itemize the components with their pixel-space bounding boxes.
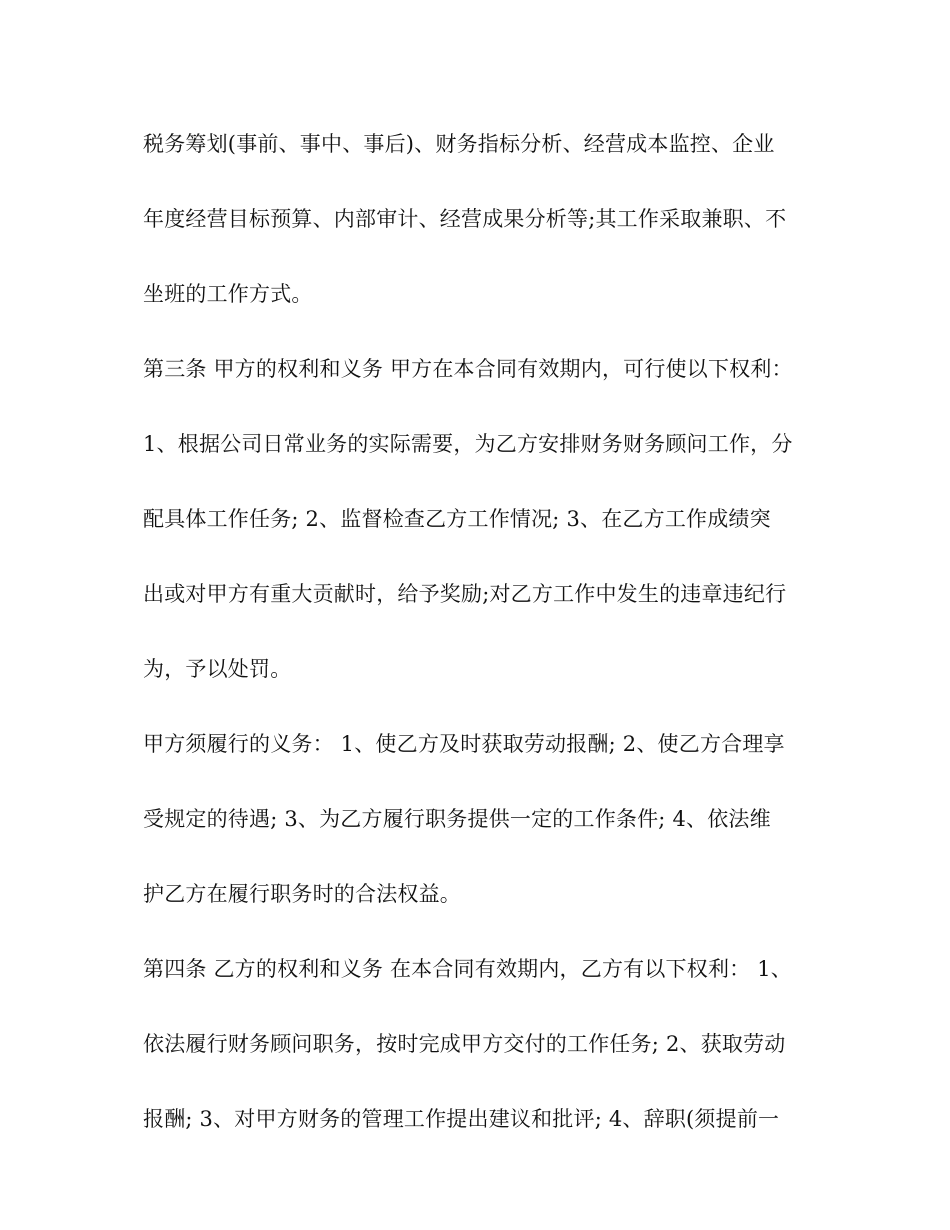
- text-line: 税务筹划(事前、事中、事后)、财务指标分析、经营成本监控、企业: [143, 132, 775, 156]
- text-line: 报酬; 3、对甲方财务的管理工作提出建议和批评; 4、辞职(须提前一: [143, 1107, 780, 1131]
- article-heading-line: 第四条 乙方的权利和义务 在本合同有效期内，乙方有以下权利： 1、: [143, 957, 792, 981]
- text-line: 出或对甲方有重大贡献时，给予奖励;对乙方工作中发生的违章违纪行: [143, 582, 787, 606]
- text-line: 护乙方在履行职务时的合法权益。: [143, 882, 461, 906]
- text-line: 配具体工作任务; 2、监督检查乙方工作情况; 3、在乙方工作成绩突: [143, 507, 771, 531]
- text-line: 年度经营目标预算、内部审计、经营成果分析等;其工作采取兼职、不: [143, 207, 787, 231]
- text-line: 受规定的待遇; 3、为乙方履行职务提供一定的工作条件; 4、依法维: [143, 807, 771, 831]
- text-line: 1、根据公司日常业务的实际需要，为乙方安排财务财务顾问工作，分: [143, 432, 793, 456]
- text-line: 依法履行财务顾问职务，按时完成甲方交付的工作任务; 2、获取劳动: [143, 1032, 786, 1056]
- text-line: 甲方须履行的义务： 1、使乙方及时获取劳动报酬; 2、使乙方合理享: [143, 732, 785, 756]
- text-line: 为，予以处罚。: [143, 657, 292, 681]
- article-heading-line: 第三条 甲方的权利和义务 甲方在本合同有效期内，可行使以下权利：: [143, 357, 793, 381]
- text-line: 坐班的工作方式。: [143, 282, 313, 306]
